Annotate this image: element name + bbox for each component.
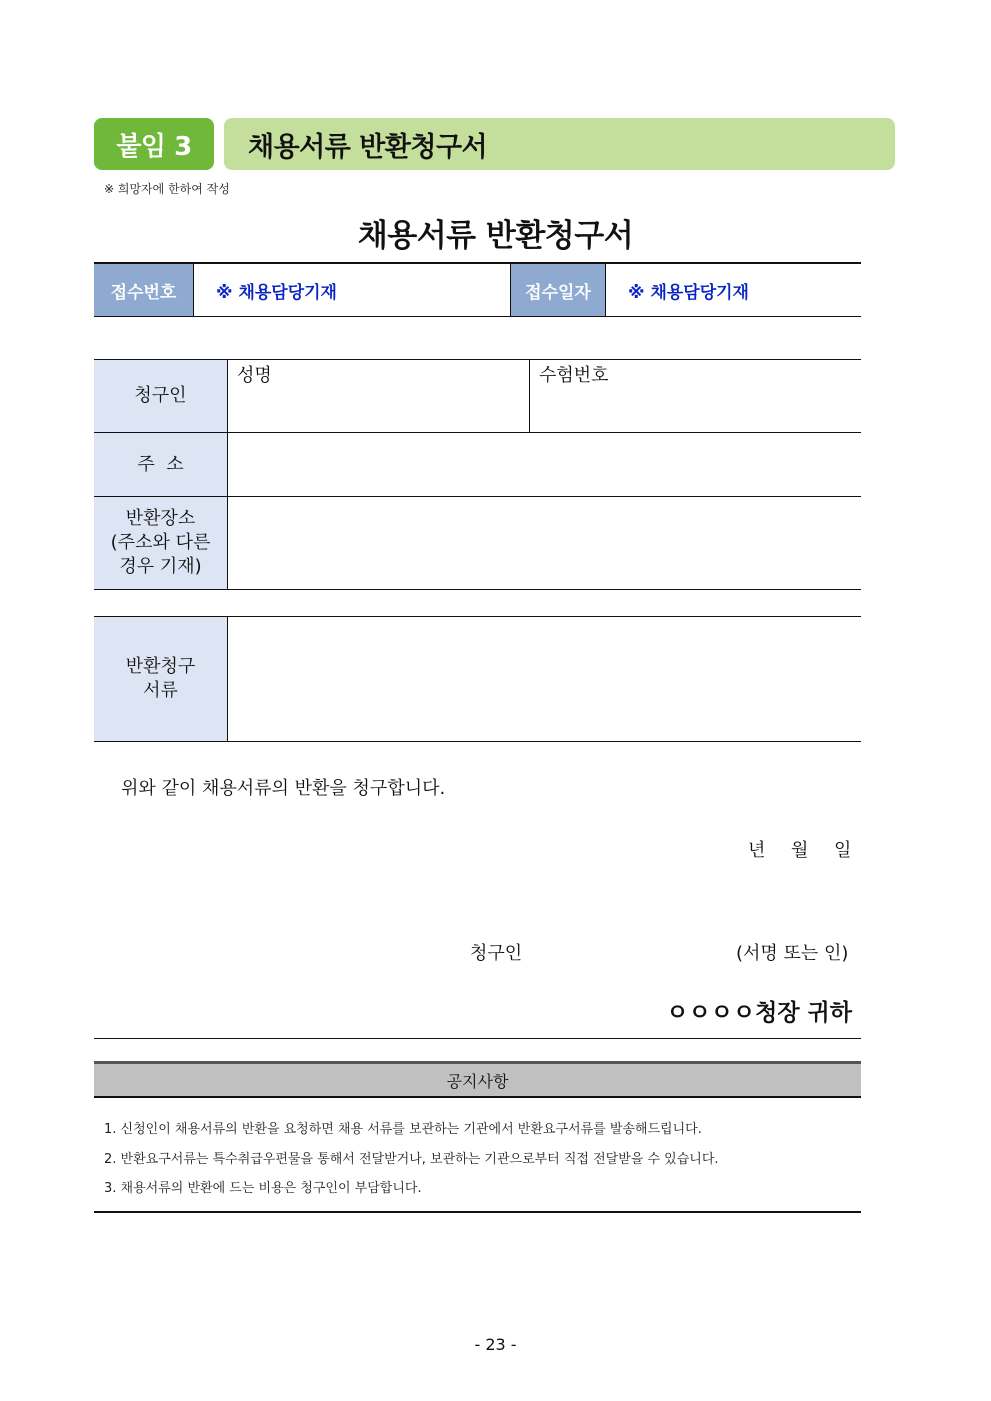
reception-number-value: ※ 채용담당기재 (216, 282, 337, 303)
address-field[interactable] (228, 434, 860, 495)
return-place-label-line1: 반환장소 (125, 508, 196, 529)
date-day: 일 (834, 840, 852, 861)
document-title: 채용서류 반환청구서 (357, 218, 634, 254)
return-docs-label-line2: 서류 (143, 679, 178, 701)
fill-note: ※ 희망자에 한하여 작성 (104, 182, 230, 196)
address-label-cell (94, 433, 227, 496)
requester-label: 청구인 (134, 385, 187, 406)
requester-label-cell (94, 359, 227, 433)
divider (94, 1038, 861, 1039)
table-divider (529, 359, 530, 433)
table-border (94, 589, 861, 590)
name-field[interactable] (228, 360, 528, 432)
table-divider (227, 359, 228, 590)
reception-table (94, 262, 861, 317)
table-border (94, 741, 861, 742)
attachment-badge: 붙임 3 (94, 118, 214, 170)
table-border (94, 616, 861, 617)
return-place-label-line2: (주소와 다른 (110, 532, 211, 553)
notice-title: 공지사항 (94, 1061, 861, 1098)
request-statement: 위와 같이 채용서류의 반환을 청구합니다. (121, 778, 446, 799)
address-label: 주 소 (137, 453, 184, 475)
table-border (94, 359, 861, 360)
notice-item-3: 3. 채용서류의 반환에 드는 비용은 청구인이 부담합니다. (104, 1181, 422, 1196)
signature-hint: (서명 또는 인) (736, 943, 849, 964)
signature-requester-label: 청구인 (470, 943, 523, 964)
reception-date-value: ※ 채용담당기재 (628, 282, 749, 303)
name-label: 성명 (237, 365, 272, 386)
return-docs-label-cell (94, 616, 227, 741)
exam-number-label: 수험번호 (539, 365, 609, 386)
exam-number-field[interactable] (530, 360, 860, 432)
date-month: 월 (791, 840, 809, 861)
return-place-label-line3: 경우 기재) (119, 556, 202, 577)
table-divider (227, 616, 228, 741)
date-year: 년 (748, 840, 766, 861)
table-border (94, 432, 861, 433)
notice-item-1: 1. 신청인이 채용서류의 반환을 요청하면 채용 서류를 보관하는 기관에서 반환요구서류를 발송해드립니다. (104, 1122, 702, 1137)
banner-title: 채용서류 반환청구서 (224, 118, 895, 170)
return-docs-field[interactable] (228, 617, 860, 740)
return-docs-label-line1: 반환청구 (125, 655, 196, 677)
table-border (94, 496, 861, 497)
return-place-field[interactable] (228, 497, 860, 589)
addressee: ㅇㅇㅇㅇ청장 귀하 (666, 1000, 852, 1026)
page-number: - 23 - (474, 1335, 517, 1354)
notice-item-2: 2. 반환요구서류는 특수취급우편물을 통해서 전달받거나, 보관하는 기관으로부터 직접 전달받을 수 있습니다. (104, 1152, 719, 1167)
reception-number-label: 접수번호 (94, 264, 194, 316)
return-place-label-cell (94, 496, 227, 590)
notice-bottom-border (94, 1211, 861, 1213)
reception-date-label: 접수일자 (510, 264, 606, 316)
